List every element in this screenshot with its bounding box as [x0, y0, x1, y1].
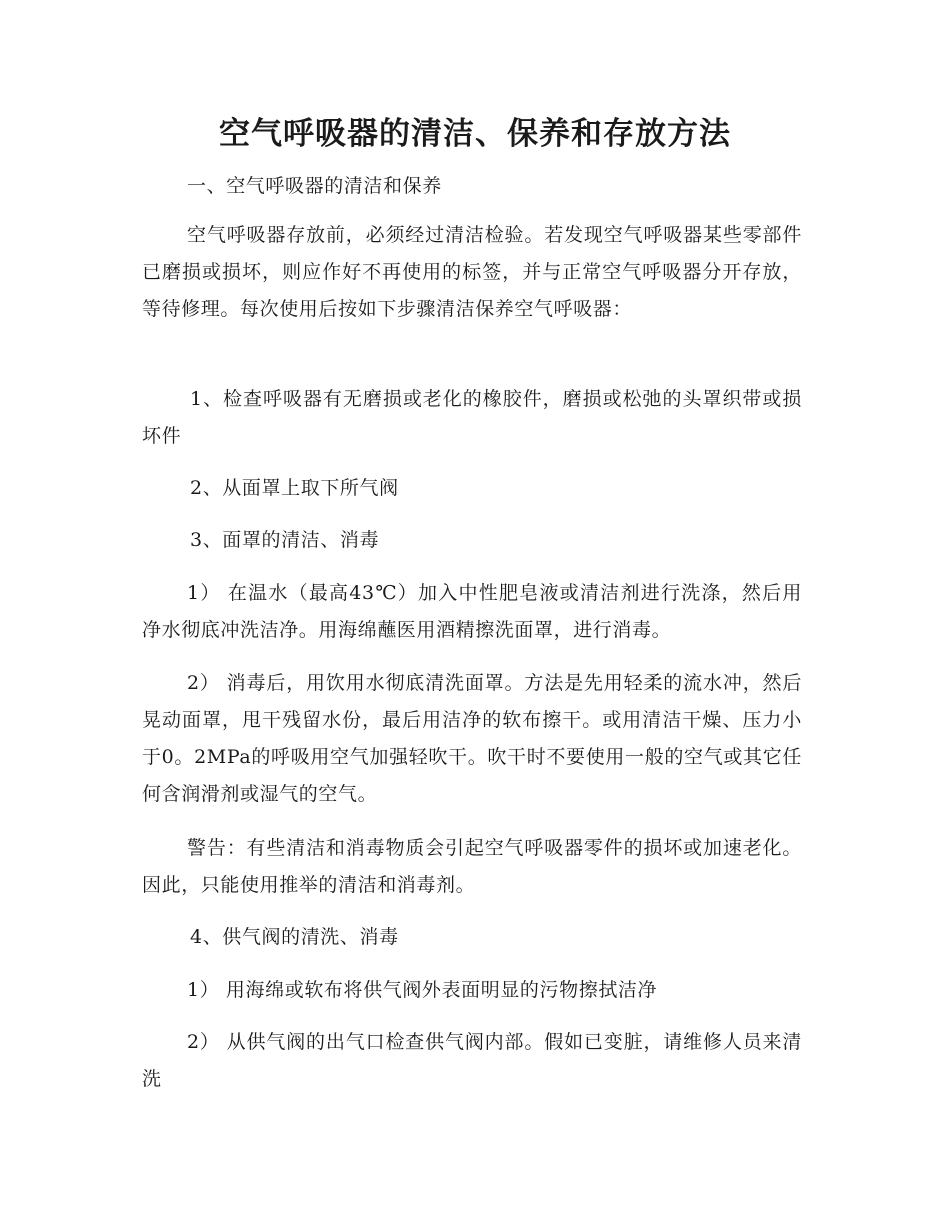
section-heading-1: 一、空气呼吸器的清洁和保养: [187, 175, 442, 197]
step-3-substep-1: 1） 在温水（最高43℃）加入中性肥皂液或清洁剂进行洗涤，然后用净水彻底冲洗洁净。用海绵蘸医用酒精擦洗面罩，进行消毒。: [142, 582, 802, 641]
step-4-substep-1: 1） 用海绵或软布将供气阀外表面明显的污物擦拭洁净: [187, 979, 658, 1001]
step-1-inspect: 1、检查呼吸器有无磨损或老化的橡胶件，磨损或松弛的头罩织带或损坏件: [142, 388, 802, 447]
document-title: 空气呼吸器的清洁、保养和存放方法: [219, 116, 731, 152]
step-2-remove-valve: 2、从面罩上取下所气阀: [190, 477, 399, 499]
step-4-substep-2: 2） 从供气阀的出气口检查供气阀内部。假如已变脏，请维修人员来清洗: [142, 1031, 802, 1090]
step-3-mask-cleaning: 3、面罩的清洁、消毒: [190, 529, 380, 551]
step-4-valve-cleaning: 4、供气阀的清洗、消毒: [190, 926, 399, 948]
paragraph-intro: 空气呼吸器存放前，必须经过清洁检验。若发现空气呼吸器某些零部件已磨损或损坏，则应作好不再使用的标签，并与正常空气呼吸器分开存放，等待修理。每次使用后按如下步骤清洁保养空气呼吸器：: [142, 224, 802, 320]
warning-paragraph: 警告：有些清洁和消毒物质会引起空气呼吸器零件的损坏或加速老化。因此，只能使用推举的清洁和消毒剂。: [142, 837, 802, 896]
step-3-substep-2: 2） 消毒后，用饮用水彻底清洗面罩。方法是先用轻柔的流水冲，然后晃动面罩，甩干残留水份，最后用洁净的软布擦干。或用清洁干燥、压力小于0。2MPa的呼吸用空气加强轻吹干。吹干时不要使用一般的空气或其它任何含润滑剂或湿气的空气。: [142, 672, 802, 805]
